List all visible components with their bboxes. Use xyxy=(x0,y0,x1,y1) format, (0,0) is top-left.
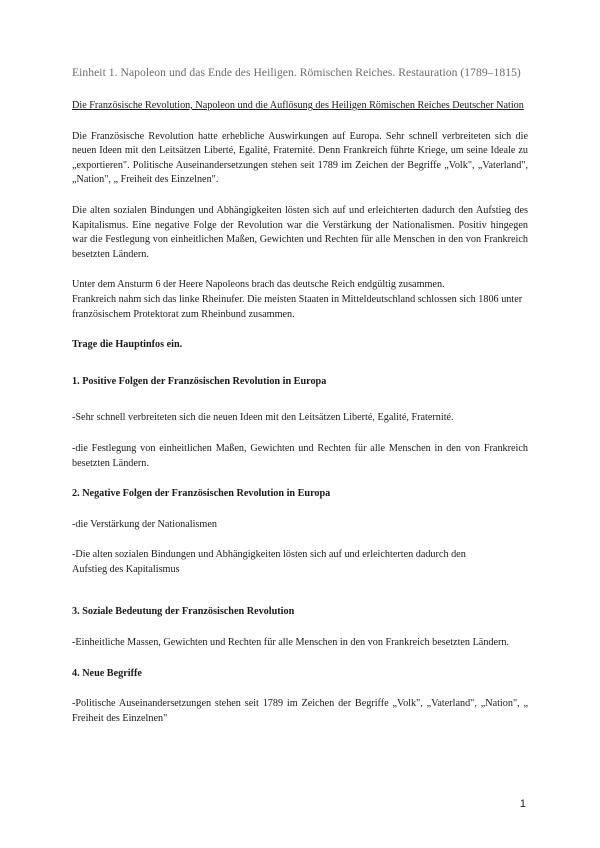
section-2-item-2: -Die alten sozialen Bindungen und Abhängigkeiten lösten sich auf und erleichterten dadurch den Aufstieg des Kapitalismus xyxy=(72,549,466,575)
section-2-item-1: -die Verstärkung der Nationalismen xyxy=(72,518,217,530)
section-1-item-1: -Sehr schnell verbreiteten sich die neuen Ideen mit den Leitsätzen Liberté, Egalité, Fraternité. xyxy=(72,412,454,424)
intro-paragraph-2: Die alten sozialen Bindungen und Abhängigkeiten lösten sich auf und erleichterten dadurch den Aufstieg des Kapitalismus. Eine negative Folge der Revolution war die Verstärkung der Nationalismen. Positiv hingegen war die Festlegung von einheitlichen Maßen, Gewichten und Rechten für alle Menschen in den von Frankreich besetzten Ländern. xyxy=(72,204,528,260)
section-2-heading: 2. Negative Folgen der Französischen Revolution in Europa xyxy=(72,488,331,500)
section-1-item-2: -die Festlegung von einheitlichen Maßen, Gewichten und Rechten für alle Menschen in den von Frankreich besetzten Ländern. xyxy=(72,442,528,469)
section-1-heading: 1. Positive Folgen der Französischen Revolution in Europa xyxy=(72,375,327,387)
document-page xyxy=(72,66,528,726)
section-3-item-1: -Einheitliche Massen, Gewichten und Rechten für alle Menschen in den von Frankreich besetzten Ländern. xyxy=(72,637,510,649)
section-4-item-1: -Politische Auseinandersetzungen stehen seit 1789 im Zeichen der Begriffe „Volk", „Vaterland", „Nation", „ Freiheit des Einzelnen" xyxy=(72,698,528,724)
intro-paragraph-1: Die Französische Revolution hatte erhebliche Auswirkungen auf Europa. Sehr schnell verbreiteten sich die neuen Ideen mit den Leitsätzen Liberté, Egalité, Fraternité. Denn Frankreich führte Kriege, um seine Ideale zu „exportieren". Politische Auseinandersetzungen stehen seit 1789 im Zeichen der Begriffe „Volk", „Vaterland", „Nation", „ Freiheit des Einzelnen". xyxy=(72,130,528,186)
intro-paragraph-3-line-2: Frankreich nahm sich das linke Rheinufer. Die meisten Staaten in Mitteldeutschland schlossen sich 1806 unter französischem Protektorat zum Rheinbund zusammen. xyxy=(72,293,523,320)
section-3-heading: 3. Soziale Bedeutung der Französischen Revolution xyxy=(72,606,295,618)
section-4-heading: 4. Neue Begriffe xyxy=(72,667,142,679)
unit-title: Einheit 1. Napoleon und das Ende des Heiligen. Römischen Reiches. Restauration (1789–1815) xyxy=(72,66,521,79)
intro-paragraph-3-line-1: Unter dem Ansturm 6 der Heere Napoleons brach das deutsche Reich endgültig zusammen. xyxy=(72,279,445,291)
task-instruction: Trage die Hauptinfos ein. xyxy=(72,339,183,351)
page-number: 1 xyxy=(519,798,526,810)
section-subtitle: Die Französische Revolution, Napoleon und die Auflösung des Heiligen Römischen Reiches Deutscher Nation xyxy=(72,100,524,111)
